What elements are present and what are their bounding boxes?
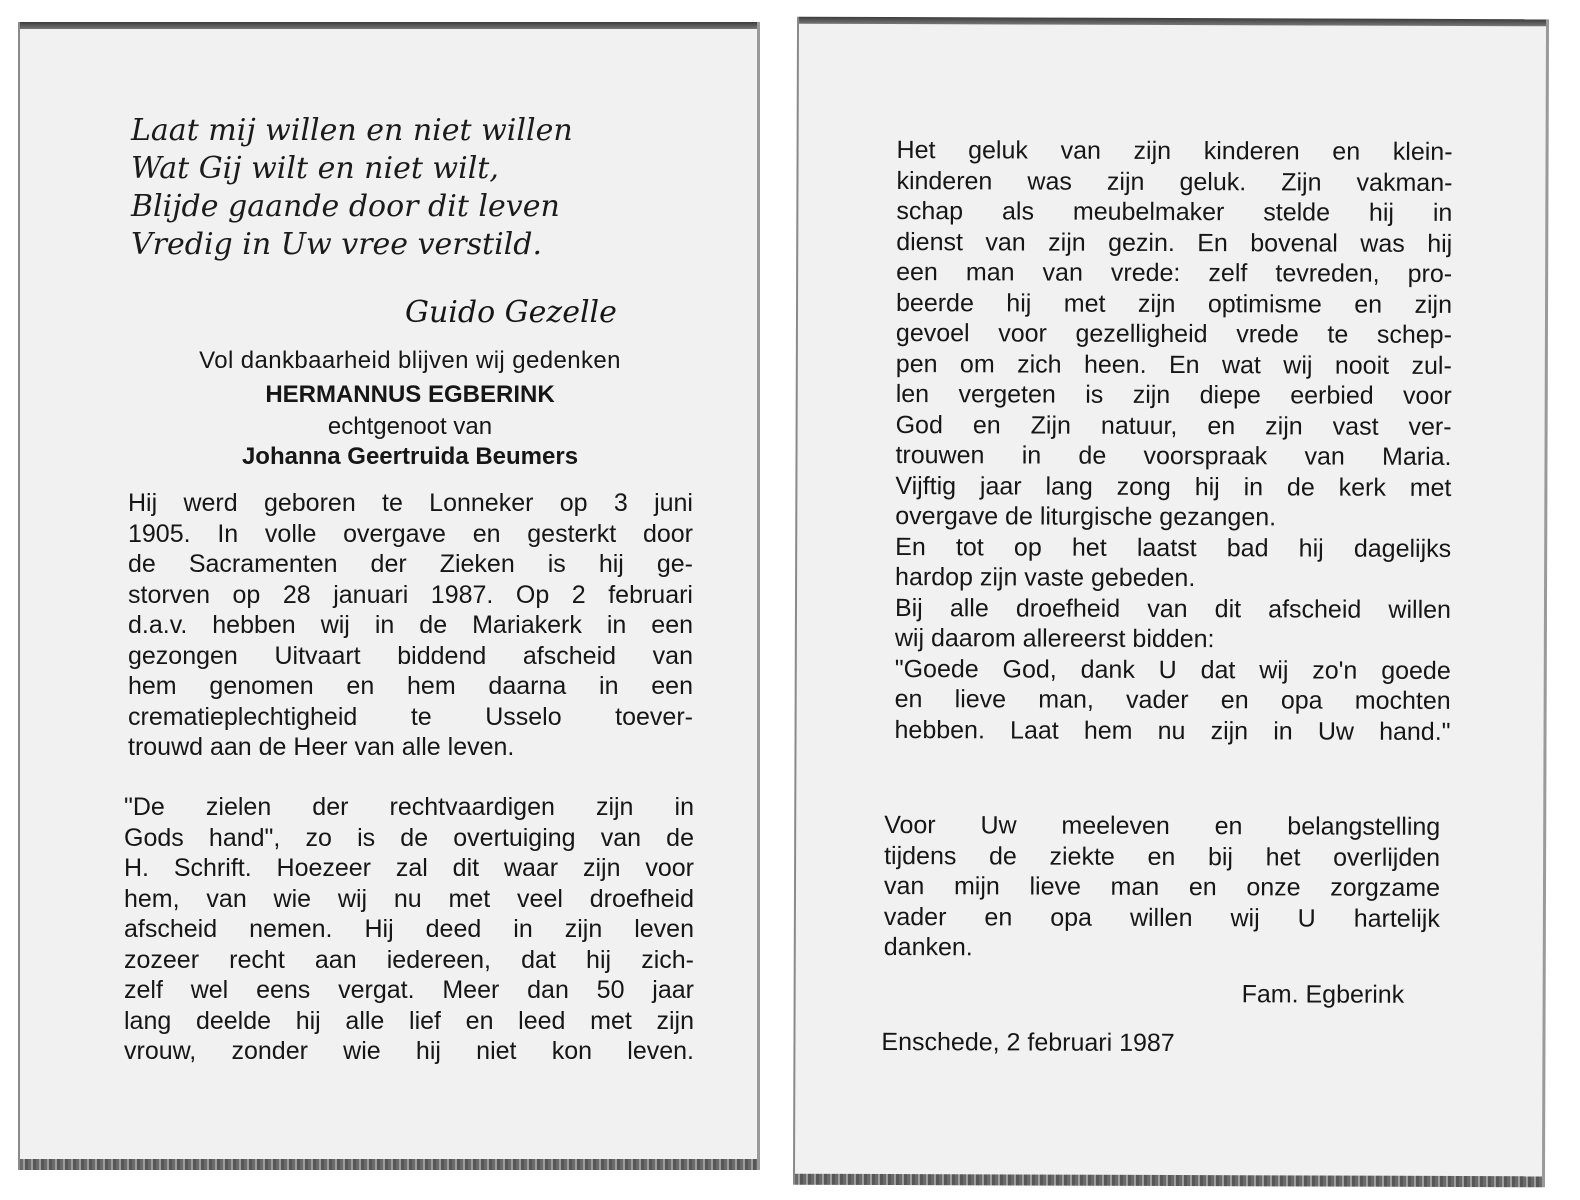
right-card [793,17,1549,1188]
text-line: pen om zich heen. En wat wij nooit zul- [895,349,1452,380]
memorial-paragraph [894,135,1452,747]
text-line: vrouw, zonder wie hij niet kon leven. [124,1037,694,1065]
poet-name: Guido Gezelle [405,295,617,330]
text-line: lang deelde hij alle lief en leed met zijn [124,1006,694,1035]
text-line: Bij alle droefheid van dit afscheid willen [894,593,1452,624]
text-line: kinderen was zijn geluk. Zijn vakman- [896,166,1453,197]
text-line: hem genomen en hem daarna in een [128,672,693,700]
text-line: hardop zijn vaste gebeden. [895,563,1196,593]
text-line: gevoel voor gezelligheid vrede te schep- [895,319,1452,349]
text-line: wij daarom allereerst bidden: [894,624,1215,654]
text-line: dienst van zijn gezin. En bovenal was hij [896,227,1453,258]
poem [131,112,651,264]
card-bottom-edge [795,1174,1542,1188]
text-line: Het geluk van zijn kinderen en klein- [896,136,1453,166]
text-line: crematieplechtigheid te Usselo toever- [128,702,693,731]
text-line: "De zielen der rechtvaardigen zijn in [124,793,694,821]
text-line: "Goede God, dank U dat wij zo'n goede [894,654,1451,685]
text-line: gezongen Uitvaart biddend afscheid van [128,641,693,670]
card-bottom-edge [20,1159,757,1170]
text-line: zelf wel eens vergat. Meer dan 50 jaar [124,976,694,1004]
text-line: overgave de liturgische gezangen. [895,502,1277,532]
text-line: d.a.v. hebben wij in de Mariakerk in een [128,611,693,639]
text-line: tijdens de ziekte en bij het overlijden [884,841,1441,872]
text-line: 1905. In volle overgave en gesterkt door [128,519,693,548]
text-line: storven op 28 januari 1987. Op 2 februari [128,580,693,609]
poem-line: Laat mij willen en niet willen [131,113,573,148]
card-top-edge [799,17,1546,27]
text-line: hebben. Laat hem nu zijn in Uw hand." [894,715,1451,746]
text-line: beerde hij met zijn optimisme en zijn [895,288,1453,319]
text-line: trouwd aan de Heer van alle leven. [128,733,515,761]
text-line: trouwen in de voorspraak van Maria. [895,441,1452,471]
spouse-name: Johanna Geertruida Beumers [241,443,579,470]
place-date: Enschede, 2 februari 1987 [881,1027,1175,1058]
poem-line: Blijde gaande door dit leven [131,189,560,224]
family-signature: Fam. Egberink [1241,980,1405,1009]
text-line: Hij werd geboren te Lonneker op 3 juni [128,489,693,517]
text-line: God en Zijn natuur, en zijn vast ver- [895,410,1452,441]
text-line: danken. [883,932,973,962]
text-line: vader en opa willen wij U hartelijk [883,902,1440,933]
text-line: Gods hand", zo is de overtuiging van de [124,823,694,852]
text-line: van mijn lieve man en onze zorgzame [883,872,1441,902]
text-line: Vijftig jaar lang zong hij in de kerk met [895,471,1452,502]
left-card [18,22,760,1170]
text-line: H. Schrift. Hoezeer zal dit waar zijn voor [124,854,694,882]
deceased-name: HERMANNUS EGBERINK [265,381,555,408]
spouse-label: echtgenoot van [327,413,493,440]
text-line: zozeer recht aan iedereen, dat hij zich- [124,945,694,974]
text-line: hem, van wie wij nu met veel droefheid [124,884,694,913]
text-line: een man van vrede: zelf tevreden, pro- [896,258,1453,288]
text-line: en lieve man, vader en opa mochten [894,685,1451,715]
text-line: de Sacramenten der Zieken is hij ge- [128,550,693,578]
birth-paragraph [128,488,693,763]
text-line: Voor Uw meeleven en belangstelling [884,811,1441,841]
card-top-edge [20,22,757,29]
thanks-paragraph [884,810,1441,964]
poem-line: Vredig in Uw vree verstild. [131,227,543,262]
text-line: len vergeten is zijn diepe eerbied voor [895,380,1452,410]
text-line: afscheid nemen. Hij deed in zijn leven [124,915,694,943]
poem-line: Wat Gij wilt en niet wilt, [131,151,499,186]
intro-line: Vol dankbaarheid blijven wij gedenken [199,347,621,374]
text-line: schap als meubelmaker stelde hij in [896,197,1453,227]
text-line: En tot op het laatst bad hij dagelijks [895,532,1452,563]
quote-paragraph [124,792,694,1067]
